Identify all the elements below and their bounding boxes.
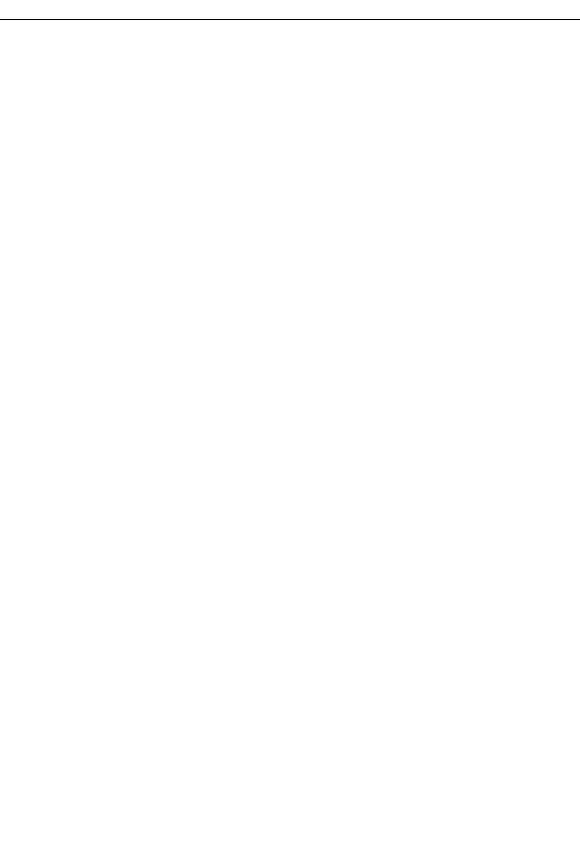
page-header bbox=[0, 0, 580, 20]
